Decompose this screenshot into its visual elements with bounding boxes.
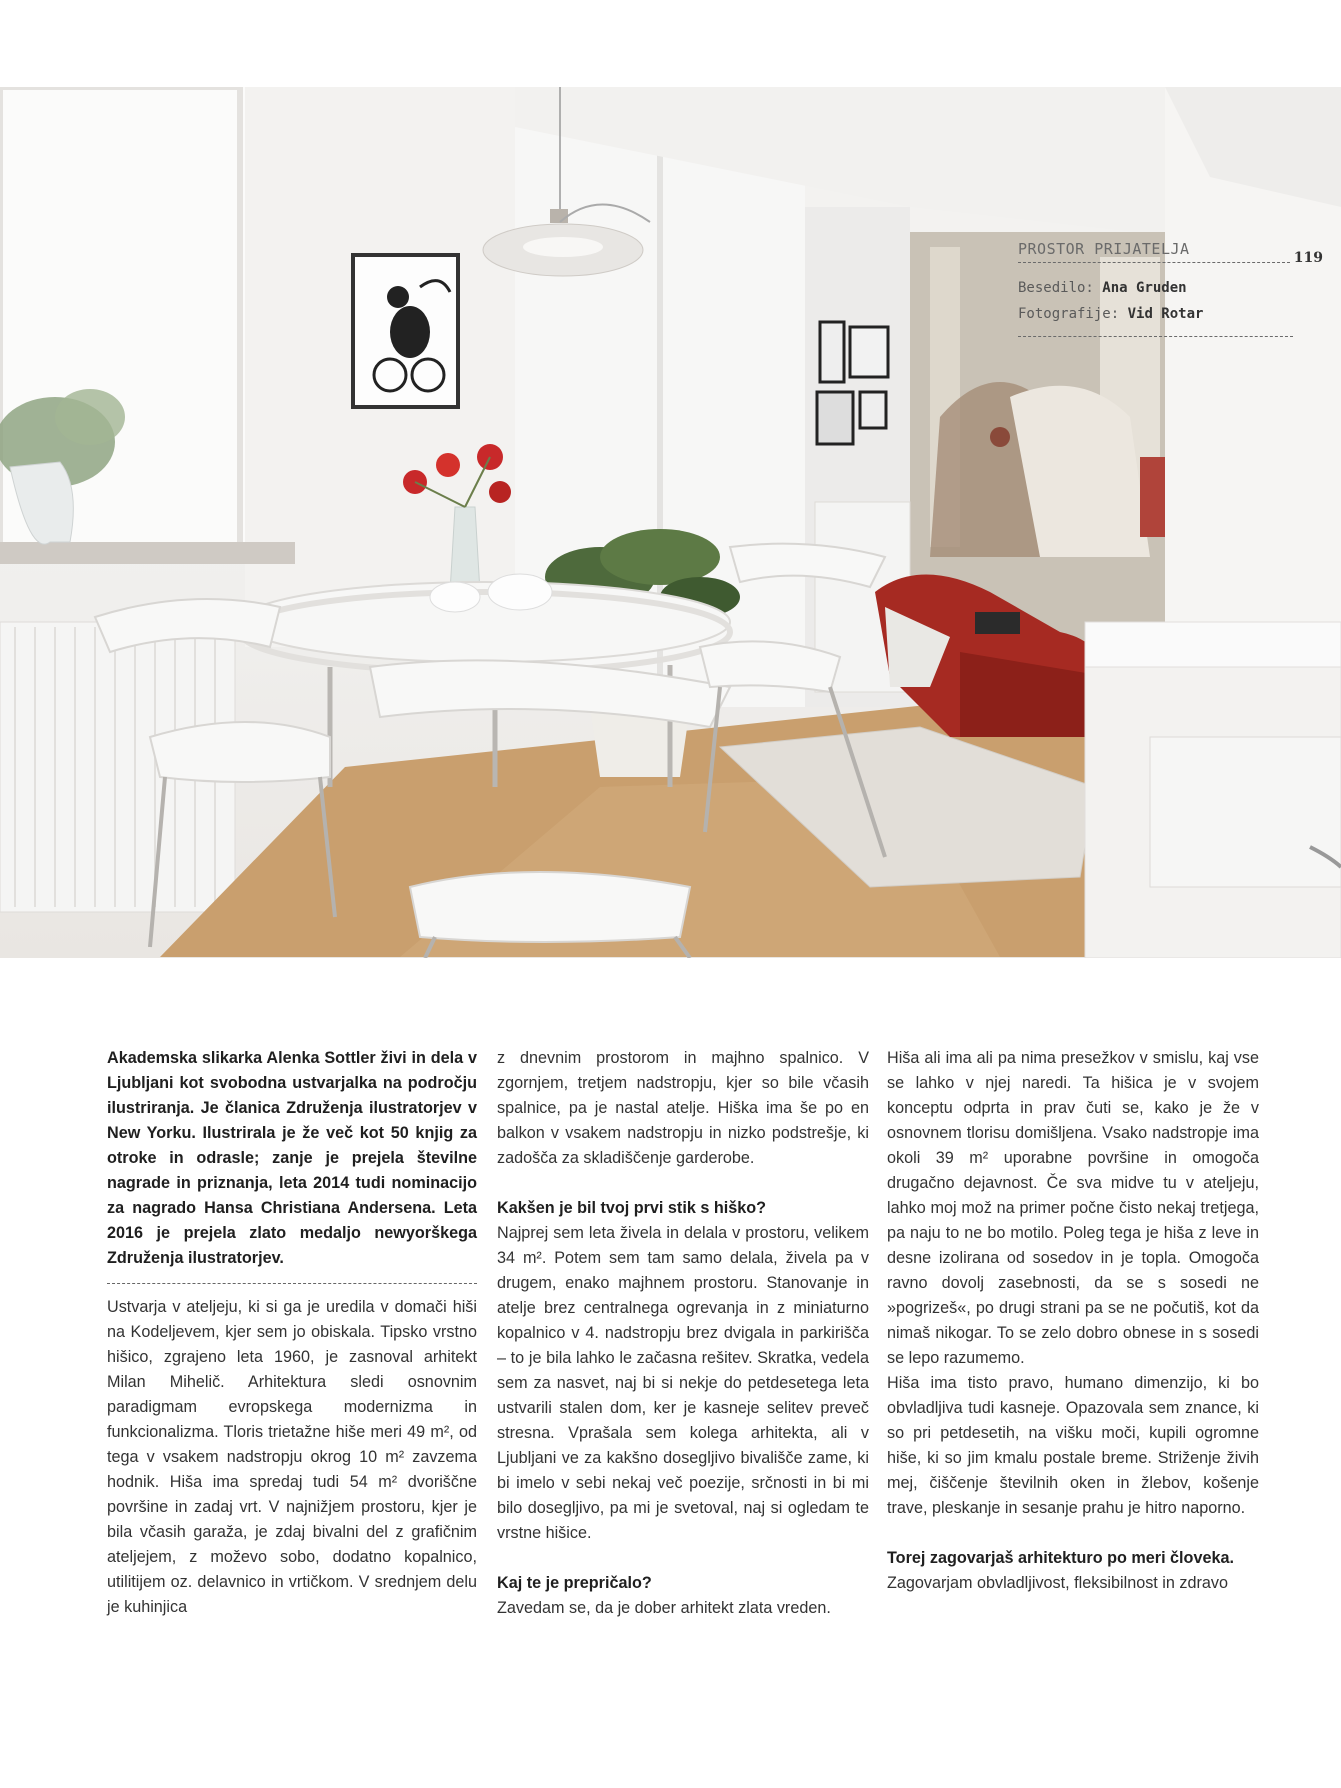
text-credit xyxy=(1018,280,1323,296)
photo-credit-author: Vid Rotar xyxy=(1127,306,1204,322)
article-lead: Akademska slikarka Alenka Sottler živi in dela v Ljubljani kot svobodna ustvarjalka na področju ilustriranja. Je članica Združenja ilustratorjev v New Yorku. Ilustrirala je že več kot 50 knjig za otroke in odrasle; zanje je prejela številne nagrade in priznanja, leta 2014 tudi nominacijo za nagrado Hansa Christiana Andersena. Leta 2016 je prejela zlato medaljo newyorškega Združenja ilustratorjev. xyxy=(107,1049,477,1267)
photo-credit xyxy=(1018,306,1323,322)
interior-illustration xyxy=(0,87,1341,958)
page-number: 119 xyxy=(1293,250,1323,266)
window-sill xyxy=(0,542,295,564)
header-divider xyxy=(1018,262,1290,263)
article-column-3 xyxy=(887,1046,1259,1596)
article-paragraph: Hiša ali ima ali pa nima presežkov v smislu, kaj vse se lahko v njej naredi. Ta hišica je v svojem konceptu odprta in prav čuti se, kako je že v osnovnem tlorisu domišljena. Vsako nadstropje ima okoli 39 m² uporabne površine in omogoča drugačno dejavnost. Če sva midve tu v ateljeju, lahko moj mož na primer počne čisto nekaj tretjega, pa naju to ne bo motilo. Poleg tega je hiša z leve in desne izolirana od sosedov in je topla. Omogoča ravno dovolj zasebnosti, da se s sosedi ne »pogrizeš«, po drugi strani pa se ne počutiš, kot da nimaš nikogar. To se zelo dobro obnese in s sosedi se lepo razumemo. xyxy=(887,1049,1259,1367)
interview-question: Kakšen je bil tvoj prvi stik s hiško? xyxy=(497,1199,766,1217)
article-paragraph: z dnevnim prostorom in majhno spalnico. V zgornjem, tretjem nadstropju, kjer so bile včasih spalnice, pa je nastal atelje. Hiška ima še po en balkon v vsakem nadstropju in nizko podstrešje, ki zadošča za skladiščenje garderobe. xyxy=(497,1049,869,1167)
article-column-2 xyxy=(497,1046,869,1621)
article-paragraph: Zagovarjam obvladljivost, fleksibilnost in zdravo xyxy=(887,1574,1228,1592)
framed-print-bear xyxy=(353,255,458,407)
article-paragraph: Najprej sem leta živela in delala v prostoru, velikem 34 m². Potem sem tam samo delala, živela pa v drugem, enako majhnem prostoru. Stanovanje in atelje brez centralnega ogrevanja in z miniaturno kopalnico v 4. nadstropju brez dvigala in parkirišča – to je bila lahko le začasna rešitev. Skratka, vedela sem za nasvet, naj bi si nekje do petdesetega leta ustvarili stalen dom, ker je kasneje selitev preveč stresna. Vprašala sem kolega arhitekta, ali v Ljubljani ve za kakšno dosegljivo bivališče zame, ki bi imelo v sebi nekaj več poezije, srčnosti in bi mi bilo dosegljivo, pa mi je svetoval, naj si ogledam te vrstne hišice. xyxy=(497,1224,869,1542)
interview-question: Torej zagovarjaš arhitekturo po meri človeka. xyxy=(887,1549,1234,1567)
text-credit-author: Ana Gruden xyxy=(1102,280,1187,296)
section-title: PROSTOR PRIJATELJA xyxy=(1018,240,1190,258)
page-number-row xyxy=(1018,250,1323,270)
article-paragraph: Hiša ima tisto pravo, humano dimenzijo, ki bo obvladljiva tudi kasneje. Opazovala sem znance, ki so pri petdesetih, na višku moči, kupili ogromne hiše, ki so jim kmalu postale breme. Striženje živih mej, čiščenje številnih oken in žlebov, košenje trave, pleskanje in sesanje prahu je hitro naporno. xyxy=(887,1374,1259,1517)
article-column-1 xyxy=(107,1046,477,1620)
article-paragraph: Ustvarja v ateljeju, ki si ga je uredila v domači hiši na Kodeljevem, kjer sem jo obiskala. Tipsko vrstno hišico, zgrajeno leta 1960, je zasnoval arhitekt Milan Mihelič. Arhitektura sledi osnovnim paradigmam evropskega modernizma in funkcionalizma. Tloris trietažne hiše meri 49 m², od tega v vsakem nadstropju okrog 10 m² zavzema hodnik. Hiša ima spredaj tudi 54 m² dvoriščne površine in zadaj vrt. V najnižjem prostoru, kjer je bila včasih garaža, je zdaj bivalni del z grafičnim ateljejem, z moževo sobo, dodatno kopalnico, utilitijem oz. delavnico in vrtičkom. V srednjem delu je kuhinjica xyxy=(107,1298,477,1616)
interview-question: Kaj te je prepričalo? xyxy=(497,1574,652,1592)
article-paragraph: Zavedam se, da je dober arhitekt zlata vreden. xyxy=(497,1599,831,1617)
interior-photo xyxy=(0,87,1341,958)
photo-credit-label: Fotografije: xyxy=(1018,306,1120,322)
text-credit-label: Besedilo: xyxy=(1018,280,1094,296)
credits-divider xyxy=(1018,336,1293,337)
lead-divider xyxy=(107,1283,477,1284)
article-credits xyxy=(1018,240,1323,337)
